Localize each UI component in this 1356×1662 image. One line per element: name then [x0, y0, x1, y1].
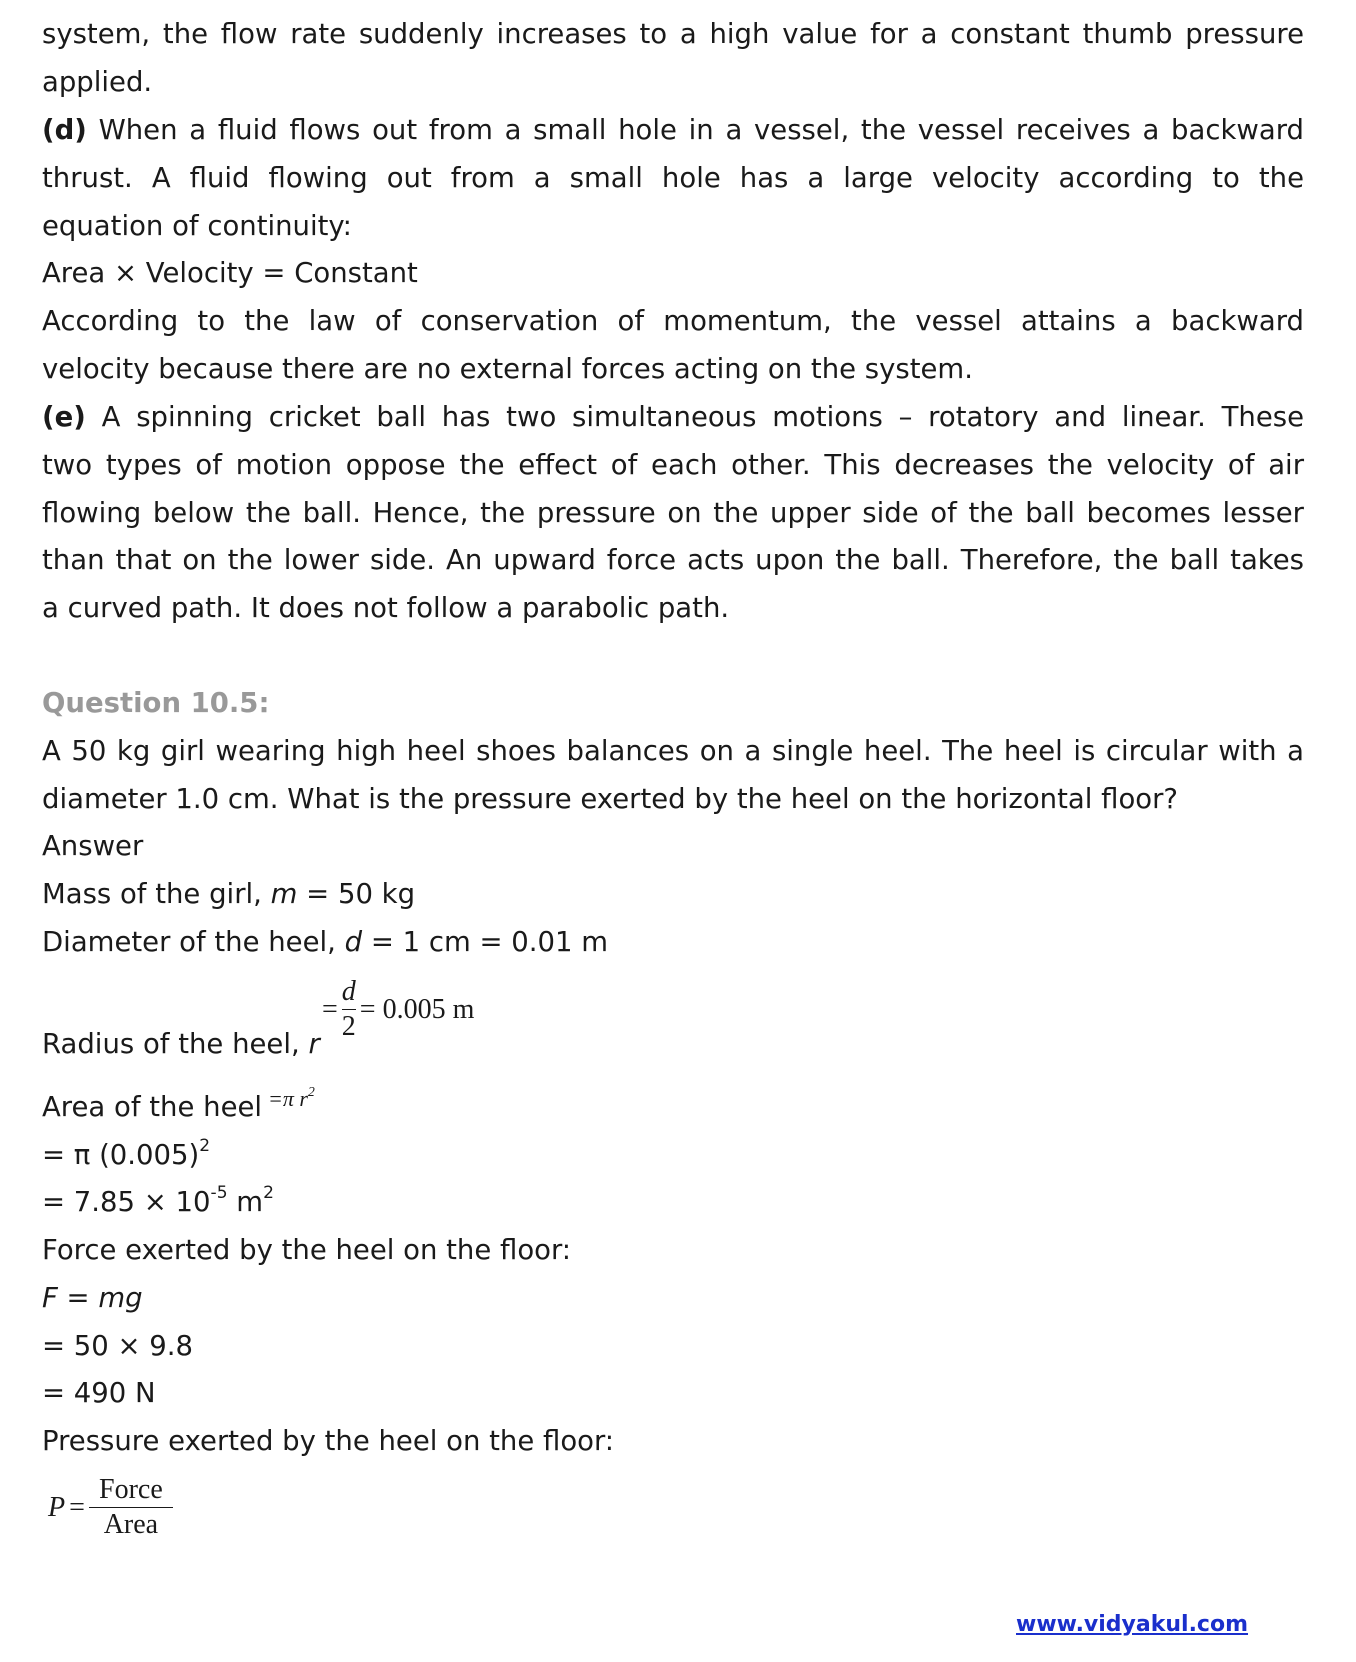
area-formula-exp: 2	[307, 1083, 315, 1099]
radius-numerator: d	[341, 976, 356, 1007]
mass-text: Mass of the girl,	[42, 878, 271, 910]
area-step-1-exp: 2	[199, 1136, 211, 1157]
para-d-line-3: equation of continuity:	[42, 210, 352, 242]
area-step-2-unit: m	[227, 1186, 264, 1218]
para-e-line-3: flowing below the ball. Hence, the pressure on the upper side of the ball becomes lesser	[42, 497, 1304, 529]
footer-website-link[interactable]: www.vidyakul.com	[1016, 1612, 1249, 1637]
area-line	[42, 1082, 262, 1133]
para-e-line-2: two types of motion oppose the effect of each other. This decreases the velocity of air	[42, 449, 1304, 481]
para-d-line-6: velocity because there are no external forces acting on the system.	[42, 353, 973, 385]
para-d-line-2: thrust. A fluid flowing out from a small hole has a large velocity according to the	[42, 162, 1304, 194]
mass-line	[42, 869, 415, 920]
para-c-line-2: applied.	[42, 66, 153, 98]
force-step-1: = 50 × 9.8	[42, 1330, 194, 1362]
para-d-line-4: Area × Velocity = Constant	[42, 257, 418, 289]
pressure-fraction	[89, 1476, 173, 1539]
area-text: Area of the heel	[42, 1091, 263, 1123]
para-e-label: (e)	[42, 401, 86, 433]
pressure-formula	[48, 1476, 173, 1539]
area-formula	[268, 1083, 315, 1112]
pressure-denominator: Area	[103, 1509, 159, 1540]
radius-line	[42, 1019, 320, 1070]
fraction-bar	[89, 1507, 173, 1508]
area-formula-eq: =π r	[268, 1086, 308, 1111]
force-eq: F = mg	[42, 1282, 143, 1314]
pressure-numerator: Force	[99, 1474, 163, 1505]
para-d-label: (d)	[42, 114, 87, 146]
diameter-line	[42, 917, 608, 968]
para-e-line-5: a curved path. It does not follow a parabolic path.	[42, 592, 730, 624]
radius-eq1: =	[322, 993, 338, 1025]
radius-var: r	[308, 1028, 320, 1060]
mass-var: m	[270, 878, 298, 910]
radius-formula	[322, 978, 474, 1041]
para-e-line-4: than that on the lower side. An upward force acts upon the ball. Therefore, the ball takes	[42, 544, 1304, 576]
fraction-bar	[342, 1009, 356, 1010]
para-e-line-1-text: A spinning cricket ball has two simultaneous motions – rotatory and linear. These	[101, 401, 1304, 433]
area-step-2-exp: -5	[210, 1183, 228, 1204]
mass-val: = 50 kg	[297, 878, 416, 910]
para-d-line-1	[42, 105, 1304, 156]
radius-eq2: = 0.005 m	[359, 993, 475, 1025]
question-heading: Question 10.5:	[42, 687, 270, 719]
diam-var: d	[344, 926, 363, 958]
para-c-line-1-text: system, the flow rate suddenly increases to a high value for a constant thumb pressure	[42, 18, 1304, 50]
para-d-line-1-text: When a fluid flows out from a small hole in a vessel, the vessel receives a backward	[98, 114, 1304, 146]
pressure-eq: =	[69, 1491, 85, 1523]
para-d-line-5: According to the law of conservation of momentum, the vessel attains a backward	[42, 305, 1304, 337]
pressure-var: P	[48, 1491, 66, 1523]
area-step-2-unit-exp: 2	[263, 1183, 274, 1204]
area-step-2	[42, 1177, 274, 1228]
para-c-line-1	[42, 9, 1304, 60]
radius-fraction	[342, 978, 356, 1041]
question-line-2: diameter 1.0 cm. What is the pressure exerted by the heel on the horizontal floor?	[42, 783, 1178, 815]
answer-label: Answer	[42, 830, 144, 862]
pressure-heading: Pressure exerted by the heel on the floor:	[42, 1425, 615, 1457]
question-line-1: A 50 kg girl wearing high heel shoes balances on a single heel. The heel is circular with a	[42, 735, 1304, 767]
area-step-1-base: = π (0.005)	[42, 1139, 200, 1171]
force-heading: Force exerted by the heel on the floor:	[42, 1234, 572, 1266]
radius-text: Radius of the heel,	[42, 1028, 309, 1060]
force-step-2: = 490 N	[42, 1377, 156, 1409]
diam-text: Diameter of the heel,	[42, 926, 345, 958]
area-step-1	[42, 1130, 210, 1181]
radius-denominator: 2	[341, 1011, 356, 1042]
diam-val: = 1 cm = 0.01 m	[362, 926, 609, 958]
area-step-2-base: = 7.85 × 10	[42, 1186, 211, 1218]
para-e-line-1	[42, 392, 1304, 443]
